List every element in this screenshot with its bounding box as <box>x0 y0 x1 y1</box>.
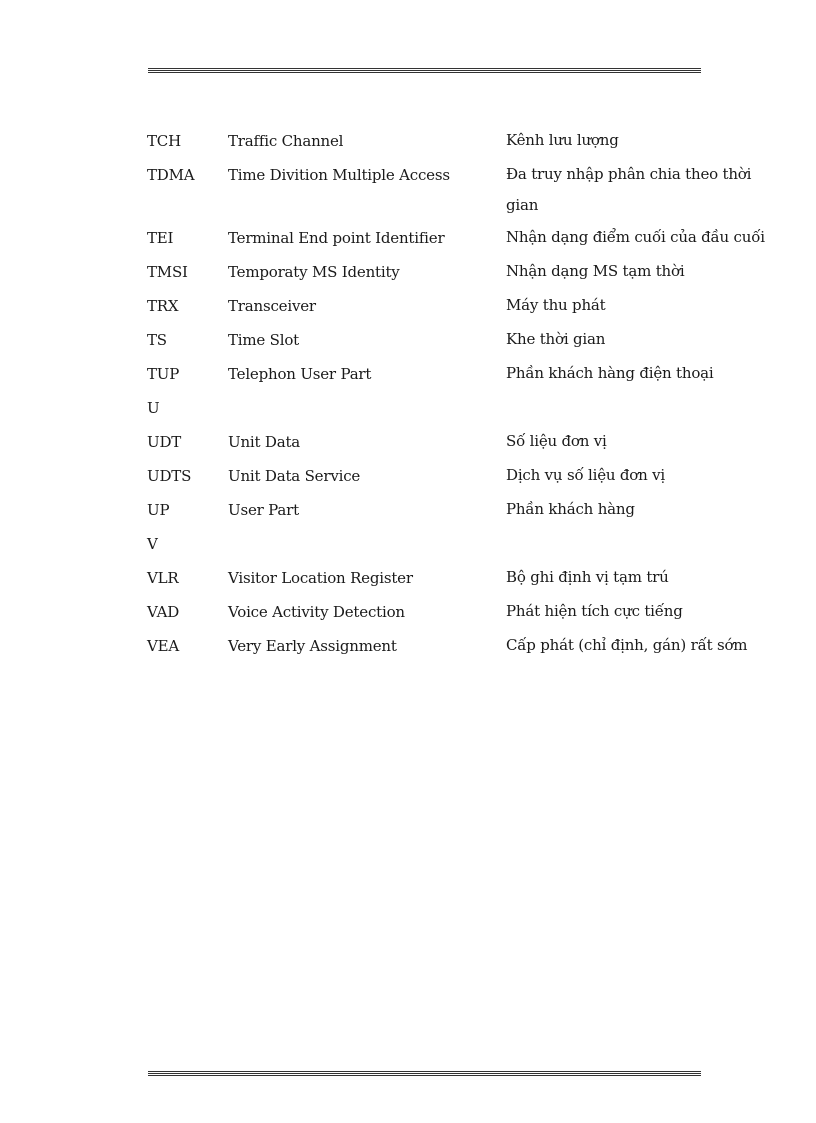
abbreviation: TS <box>147 331 167 349</box>
section-letter: V <box>147 535 158 553</box>
section-letter: U <box>147 399 160 417</box>
glossary-row <box>147 323 787 357</box>
vietnamese-meaning: Nhận dạng MS tạm thời <box>506 262 685 280</box>
vietnamese-meaning: Bộ ghi định vị tạm trú <box>506 568 669 586</box>
abbreviation: UDTS <box>147 467 192 485</box>
english-term: Terminal End point Identifier <box>228 229 445 247</box>
glossary-row <box>147 595 787 629</box>
english-term: Temporaty MS Identity <box>228 263 400 281</box>
abbreviation: UP <box>147 501 170 519</box>
english-term: Voice Activity Detection <box>228 603 405 621</box>
english-term: Unit Data <box>228 433 301 451</box>
abbreviation: VAD <box>147 603 180 621</box>
vietnamese-meaning: Kênh lưu lượng <box>506 131 619 149</box>
glossary-row <box>147 493 787 527</box>
vietnamese-meaning: Khe thời gian <box>506 330 606 348</box>
vietnamese-meaning: Nhận dạng điểm cuối của đầu cuối <box>506 228 765 246</box>
glossary-row <box>147 629 787 663</box>
vietnamese-meaning: Dịch vụ số liệu đơn vị <box>506 466 666 484</box>
english-term: Transceiver <box>228 297 316 315</box>
abbreviation: UDT <box>147 433 182 451</box>
glossary-row <box>147 459 787 493</box>
abbreviation: TDMA <box>147 166 195 184</box>
glossary-row <box>147 124 787 158</box>
english-term: Time Slot <box>228 331 300 349</box>
vietnamese-meaning: Số liệu đơn vị <box>506 432 607 450</box>
abbreviation: TUP <box>147 365 180 383</box>
english-term: Time Divition Multiple Access <box>228 166 450 184</box>
glossary-row <box>147 561 787 595</box>
english-term: Very Early Assignment <box>228 637 397 655</box>
vietnamese-meaning: Phần khách hàng điện thoại <box>506 364 714 382</box>
english-term: Telephon User Part <box>228 365 372 383</box>
vietnamese-meaning <box>506 391 771 392</box>
glossary-row <box>147 425 787 459</box>
vietnamese-meaning: Phát hiện tích cực tiếng <box>506 602 683 620</box>
glossary-row <box>147 357 787 391</box>
abbreviation: TRX <box>147 297 179 315</box>
vietnamese-meaning: Đa truy nhập phân chia theo thời gian <box>506 165 752 214</box>
glossary-row <box>147 289 787 323</box>
glossary-row <box>147 158 787 221</box>
english-term: Visitor Location Register <box>228 569 413 587</box>
section-letter-row <box>147 391 787 425</box>
vietnamese-meaning <box>506 527 771 528</box>
abbreviation: VLR <box>147 569 179 587</box>
english-term: User Part <box>228 501 299 519</box>
abbreviation: VEA <box>147 637 180 655</box>
english-term: Traffic Channel <box>228 132 344 150</box>
footer-rule <box>148 1071 701 1076</box>
glossary-row <box>147 221 787 255</box>
glossary-table <box>147 124 787 663</box>
section-letter-row <box>147 527 787 561</box>
vietnamese-meaning: Cấp phát (chỉ định, gán) rất sớm <box>506 636 748 654</box>
abbreviation: TMSI <box>147 263 188 281</box>
header-rule <box>148 68 701 73</box>
abbreviation: TEI <box>147 229 174 247</box>
english-term: Unit Data Service <box>228 467 361 485</box>
glossary-row <box>147 255 787 289</box>
vietnamese-meaning: Máy thu phát <box>506 296 606 314</box>
vietnamese-meaning: Phần khách hàng <box>506 500 635 518</box>
abbreviation: TCH <box>147 132 181 150</box>
